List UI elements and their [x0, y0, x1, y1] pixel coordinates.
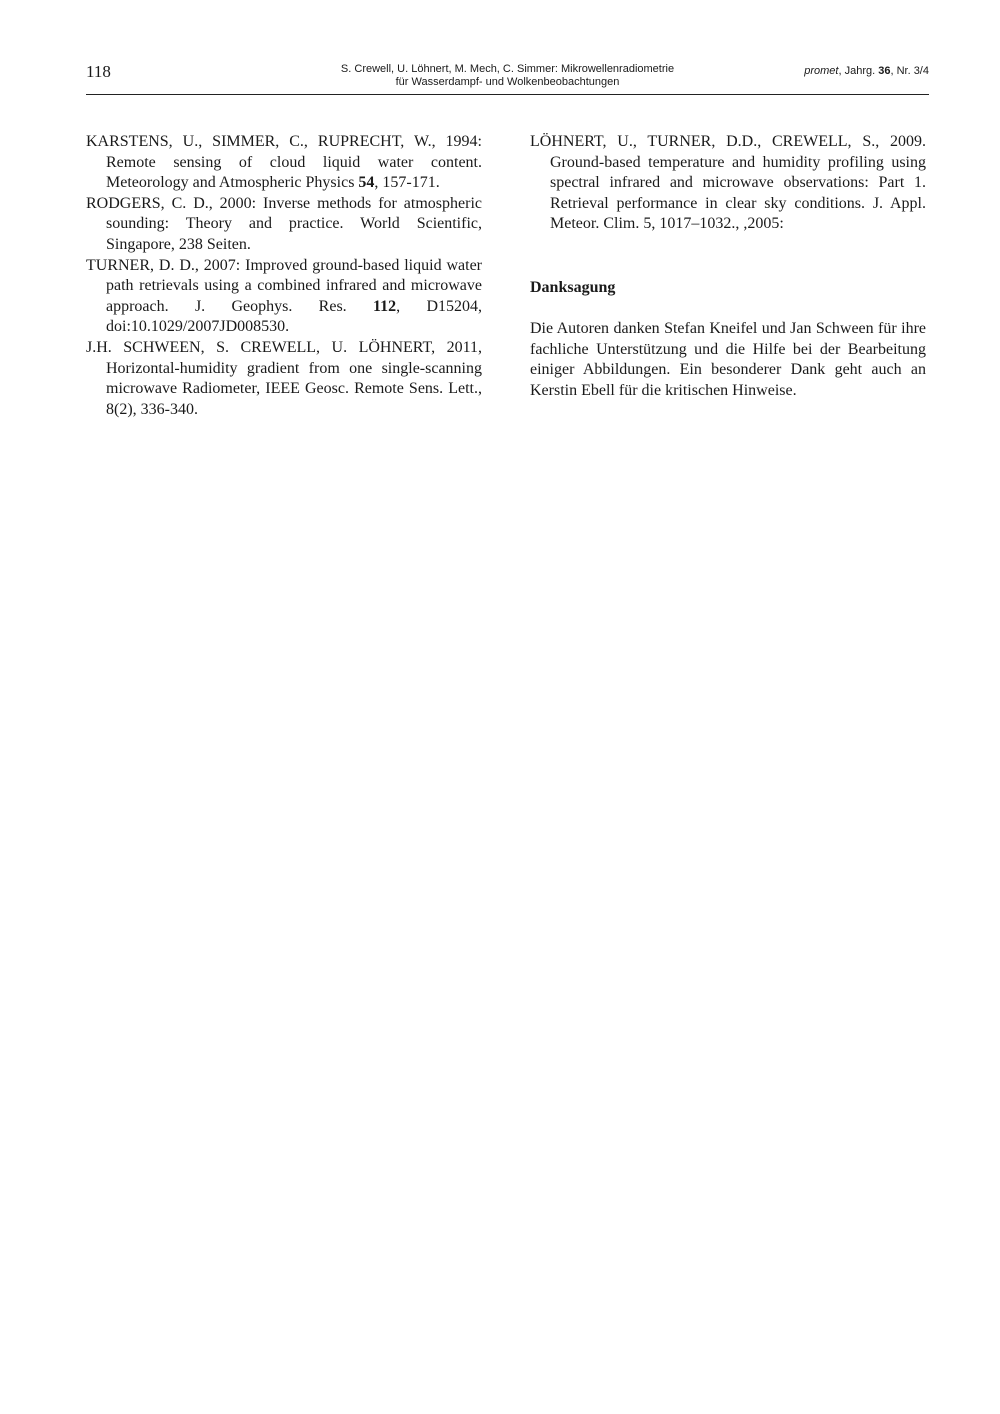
reference-pages: , 157-171. [374, 174, 440, 192]
reference-karstens [86, 132, 482, 194]
right-column [530, 132, 926, 399]
running-title-line-2: für Wasserdampf- und Wolkenbeobachtungen [395, 76, 620, 88]
reference-volume: 54 [358, 174, 375, 192]
running-title-line-1: S. Crewell, U. Löhnert, M. Mech, C. Simmer: Mikrowellenradiometrie [340, 63, 675, 75]
journal-name: promet [804, 65, 839, 77]
reference-pages: , D15204, doi:10.1029/2007JD008530. [106, 297, 482, 336]
page-number: 118 [86, 62, 111, 81]
journal-issue: , Nr. 3/4 [890, 65, 929, 77]
journal-jahrg: , Jahrg. [838, 65, 879, 77]
reference-schween [86, 338, 482, 420]
reference-text: KARSTENS, U., SIMMER, C., RUPRECHT, W., 1994: Remote sensing of cloud liquid water content. Meteorology and Atmospheric Physics [86, 133, 482, 192]
running-title [86, 63, 929, 89]
reference-loehnert: LÖHNERT, U., TURNER, D.D., CREWELL, S., 2009. Ground-based temperature and humidity profiling using spectral infrared and microwave observations: Part 1. Retrieval performance in clear sky conditions. J. Appl. Meteor. Clim. 5, 1017–1032., ,2005: [530, 133, 926, 233]
journal-volume: 36 [878, 65, 891, 77]
page-header [86, 60, 929, 95]
reference-turner [86, 256, 482, 338]
reference-volume: 112 [373, 297, 397, 315]
reference-text: J.H. SCHWEEN, S. CREWELL, U. LÖHNERT, 2011, Horizontal-humidity gradient from one single-scanning microwave Radiometer, IEEE Geosc. Remote Sens. Lett., 8(2), 336-340. [86, 338, 482, 418]
acknowledgement-text: Die Autoren danken Stefan Kneifel und Jan Schween für ihre fachliche Unterstützung und die Hilfe bei der Bearbeitung einiger Abbildungen. Ein besonderer Dank geht auch an Kerstin Ebell für die kritischen Hinweise. [530, 320, 926, 399]
reference-rodgers [86, 194, 482, 256]
left-column [86, 132, 482, 420]
reference-text: RODGERS, C. D., 2000: Inverse methods for atmospheric sounding: Theory and practice. World Scientific, Singapore, 238 Seiten. [86, 194, 482, 253]
journal-info [804, 65, 929, 77]
acknowledgement-heading: Danksagung [530, 279, 616, 296]
reference-text: TURNER, D. D., 2007: Improved ground-based liquid water path retrievals using a combined infrared and microwave approach. J. Geophys. Res. [86, 256, 482, 315]
